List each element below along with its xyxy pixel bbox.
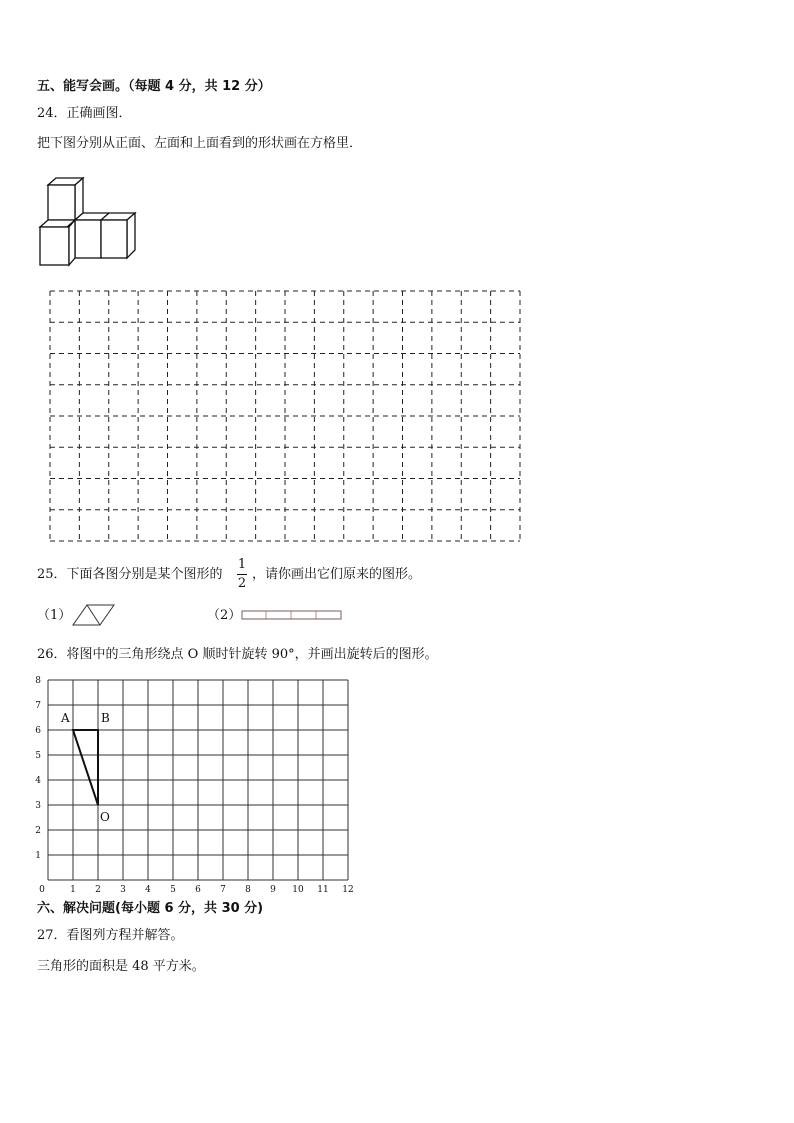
y-tick-label: 3 bbox=[35, 801, 41, 811]
question-25-prefix: 25．下面各图分别是某个图形的 bbox=[37, 567, 223, 582]
x-tick-label: 5 bbox=[170, 885, 176, 894]
cube-front-face bbox=[48, 185, 75, 220]
x-tick-label: 3 bbox=[120, 885, 126, 894]
question-27-text: 三角形的面积是 48 平方米。 bbox=[37, 959, 205, 974]
question-24-instruction: 把下图分别从正面、左面和上面看到的形状画在方格里． bbox=[37, 136, 363, 151]
y-tick-label: 6 bbox=[35, 726, 41, 736]
fraction-denominator: 2 bbox=[237, 576, 247, 591]
x-tick-label: 2 bbox=[95, 885, 101, 894]
x-tick-label: 0 bbox=[39, 885, 45, 894]
x-tick-label: 7 bbox=[220, 885, 226, 894]
cube-figure bbox=[38, 176, 138, 270]
fraction-numerator: 1 bbox=[237, 557, 247, 572]
question-26-title: 26．将图中的三角形绕点 O 顺时针旋转 90°，并画出旋转后的图形。 bbox=[37, 647, 438, 662]
point-label-o: O bbox=[100, 810, 110, 824]
y-tick-label: 4 bbox=[35, 776, 41, 786]
x-tick-label: 8 bbox=[245, 885, 251, 894]
coordinate-grid[interactable] bbox=[34, 676, 364, 894]
question-27-title: 27．看图列方程并解答。 bbox=[37, 928, 184, 943]
dashed-drawing-grid[interactable] bbox=[49, 290, 523, 544]
half-figure-parallelogram bbox=[72, 603, 118, 628]
x-tick-label: 1 bbox=[70, 885, 76, 894]
section-heading: 五、能写会画。（每题 4 分，共 12 分） bbox=[37, 79, 271, 94]
triangle-abo bbox=[73, 730, 98, 805]
section-heading: 六、解决问题(每小题 6 分，共 30 分) bbox=[37, 901, 264, 916]
point-label-a: A bbox=[61, 711, 70, 725]
point-label-b: B bbox=[101, 711, 110, 725]
x-tick-label: 6 bbox=[195, 885, 201, 894]
y-tick-label: 2 bbox=[35, 826, 41, 836]
question-24-title: 24．正确画图． bbox=[37, 106, 132, 121]
x-tick-label: 12 bbox=[342, 885, 354, 894]
y-tick-label: 8 bbox=[35, 676, 41, 686]
x-tick-label: 11 bbox=[317, 885, 329, 894]
half-figure-strip bbox=[240, 609, 344, 623]
y-tick-label: 7 bbox=[35, 701, 41, 711]
question-25-label-2: （2） bbox=[207, 608, 242, 623]
question-25-suffix: ，请你画出它们原来的图形。 bbox=[252, 567, 422, 582]
y-tick-label: 5 bbox=[35, 751, 41, 761]
question-25-label-1: （1） bbox=[37, 608, 72, 623]
fraction-bar bbox=[237, 574, 247, 575]
x-tick-label: 9 bbox=[270, 885, 276, 894]
x-tick-label: 4 bbox=[145, 885, 151, 894]
y-tick-label: 1 bbox=[35, 851, 41, 861]
x-tick-label: 10 bbox=[292, 885, 304, 894]
